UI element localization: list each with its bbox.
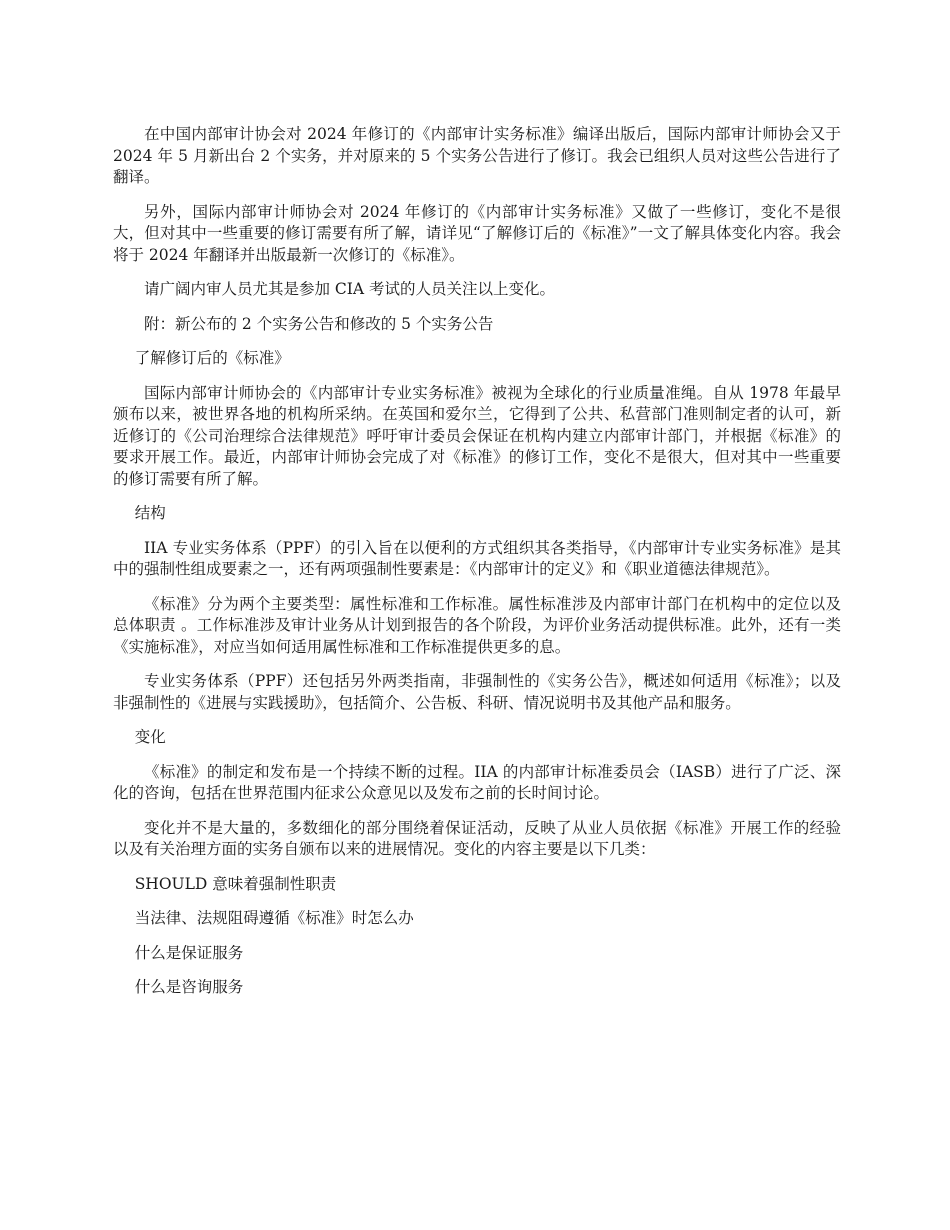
- list-item-should: SHOULD 意味着强制性职责: [134, 874, 337, 893]
- paragraph-ppf-intro: IIA 专业实务体系（PPF）的引入旨在以便利的方式组织其各类指导，《内部审计专业实务标准》是其中的强制性组成要素之一，还有两项强制性要素是：《内部审计的定义》和《职业道德法律规范》。: [113, 538, 841, 578]
- list-item-law-conflict: 当法律、法规阻碍遵循《标准》时怎么办: [134, 909, 414, 927]
- paragraph-standard-types: 《标准》分为两个主要类型：属性标准和工作标准。属性标准涉及内部审计部门在机构中的定位以及总体职责 。工作标准涉及审计业务从计划到报告的各个阶段，为评价业务活动提供标准。此外，还有一类《实施标准》，对应当如何适用属性标准和工作标准提供更多的息。: [113, 594, 841, 656]
- paragraph-standards-overview: 国际内部审计师协会的《内部审计专业实务标准》被视为全球化的行业质量准绳。自从 1978 年最早颁布以来，被世界各地的机构所采纳。在英国和爱尔兰，它得到了公共、私营部门准则制定者的认可，新近修订的《公司治理综合法律规范》呼吁审计委员会保证在机构内建立内部审计部门，并根据《标准》的要求开展工作。最近，内部审计师协会完成了对《标准》的修订工作，变化不是很大，但对其中一些重要的修订需要有所了解。: [113, 383, 841, 488]
- paragraph-ppf-guidance: 专业实务体系（PPF）还包括另外两类指南，非强制性的《实务公告》，概述如何适用《标准》；以及非强制性的《进展与实践援助》，包括简介、公告板、科研、情况说明书及其他产品和服务。: [113, 672, 841, 712]
- paragraph-change-summary: 变化并不是大量的，多数细化的部分围绕着保证活动，反映了从业人员依据《标准》开展工作的经验以及有关治理方面的实务自颁布以来的进展情况。变化的内容主要是以下几类：: [113, 818, 841, 858]
- section-heading-understand: 了解修订后的《标准》: [134, 349, 290, 367]
- section-heading-structure: 结构: [134, 504, 166, 522]
- document-body: [113, 124, 841, 1012]
- paragraph-process: 《标准》的制定和发布是一个持续不断的过程。IIA 的内部审计标准委员会（IASB）进行了广泛、深化的咨询，包括在世界范围内征求公众意见以及发布之前的长时间讨论。: [113, 762, 841, 802]
- paragraph-revision-note: 另外，国际内部审计师协会对 2024 年修订的《内部审计实务标准》又做了一些修订，变化不是很大，但对其中一些重要的修订需要有所了解，请详见“了解修订后的《标准》”一文了解具体变化内容。我会将于 2024 年翻译并出版最新一次修订的《标准》。: [113, 202, 841, 264]
- paragraph-attachment: 附：新公布的 2 个实务公告和修改的 5 个实务公告: [144, 314, 494, 333]
- list-item-assurance: 什么是保证服务: [134, 943, 244, 962]
- section-heading-changes: 变化: [134, 728, 166, 746]
- paragraph-attention: 请广阔内审人员尤其是参加 CIA 考试的人员关注以上变化。: [144, 280, 556, 298]
- paragraph-intro: 在中国内部审计协会对 2024 年修订的《内部审计实务标准》编译出版后，国际内部审计师协会又于 2024 年 5 月新出台 2 个实务，并对原来的 5 个实务公告进行了修订。我会已组织人员对这些公告进行了翻译。: [113, 125, 841, 186]
- list-item-consulting: 什么是咨询服务: [134, 978, 244, 996]
